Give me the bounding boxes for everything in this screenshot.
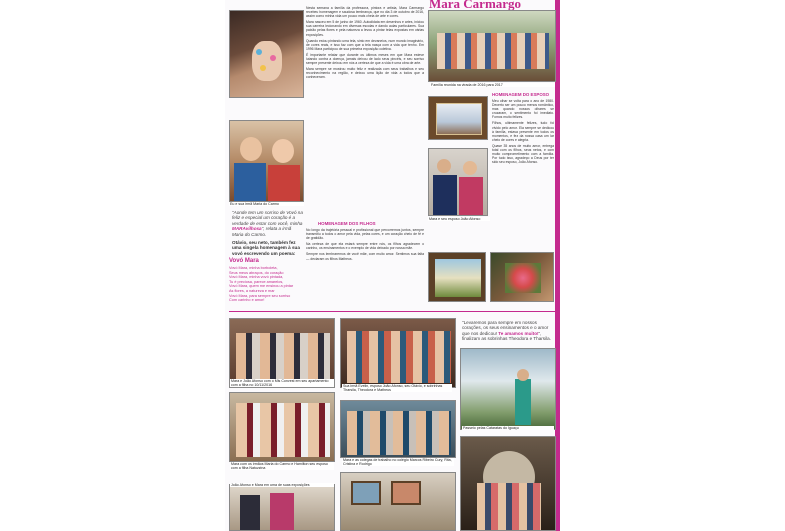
caption-colleagues: Mara e as colegas de trabalho no colégio Marcos Ribeiro Cury, Rita, Cristina e Rodrigo [342,458,454,466]
poem-line: Vovó Mara, para sempre seu sorriso [229,293,291,298]
sister-quote [232,210,304,237]
dinner-photo [229,392,335,462]
poem-line: Vovó Mara, quem me ensinou a pintar [229,284,294,289]
painted-back-photo [229,10,304,98]
family-reunion-photo [428,10,556,82]
nieces-quote-tail: ", finalizam as sobrinhas Theodora e Tharsila. [462,330,551,342]
sister-quote-highlight: MARAvilhosa [232,226,262,232]
colleagues-photo [340,400,456,458]
waterfall-photo [460,348,556,430]
poem-line: Vovó Mara, minha borboleta, [229,266,278,270]
banner-title: Mara Carmargo [429,0,522,11]
caption-dinner: Mara com os irmãos Maria do Carmo e Hamilton seu esposo com a filha Natuzzina [230,462,334,470]
article-paragraph: Na certeza de que ela estará sempre entre nós, os filhos agradecem o carinho, os ensinamentos e o exemplo de vida deixado por nossa mãe. [306,242,424,251]
nieces-quote-text: "Levaremos para sempre em nossos corações, os seus ensinamentos e o amor que nos dedicou! [462,320,549,336]
article-paragraph: Meu olhar se volta para o ano de 1980. Decerto ser um pouco menos romântico, mas quando nossos olhares se cruzaram, o sentimento foi imediato. Fomos muito felizes. [492,99,554,120]
caption-mara-sister: Eu e sua irmã Maria do Carmo [229,202,304,206]
poem-line: Com carinho e amor! [229,298,265,303]
article-paragraph: Sempre nos lembraremos de você mãe, com muito amor. Sentimos sua falta — declaram os filhos Matheus. [306,252,424,261]
sister-quote-text: "Aonde tem um sorriso de Vovó na feliz e especial um coração é a verdade de estar com você, minha [232,210,303,226]
party-photo [229,318,335,388]
caption-grandchildren: Sua irmã Evelin, esposo João Afonso, seu Otávio, e sobrinhas Tharsila, Theodora e Matheus [342,384,452,392]
heading-filhos: HOMENAGEM DOS FILHOS [318,221,376,226]
painting-photo [428,96,488,140]
section-divider [229,311,556,312]
poem-lines [229,266,304,303]
article-column-esposo [492,99,554,249]
caption-mara-husband: Mara e seu esposo João Afonso [428,217,490,221]
poem-line: As flores, a natureza e mar [229,288,275,293]
grandchildren-photo [340,318,456,388]
family-portrait-photo [460,436,556,531]
sister-quote-tail: ", relata a irmã Maria do Carmo. [232,226,292,237]
landscape-painting-photo [428,252,486,302]
mara-and-sister-photo [229,120,304,202]
heading-esposo: HOMENAGEM DO ESPOSO [492,92,550,97]
article-column-filhos [306,228,424,306]
flower-painting-photo [490,252,554,302]
exhibit-photo [229,484,335,531]
article-paragraph: Nesta semana a família da professora, pintora e artista, Mara Carmargo recebeu homenagem e saudosa lembrança, que no dia 3 de outubro de 2016, assim como minha vida um pouco mais cheia de arte e cores. [306,6,424,19]
article-column-1 [306,6,424,218]
article-paragraph: Quando estou pintando uma tela, sinto em devaneios, num mundo imaginário, de cores reais, e isso faz com que a tela nasça com a vida que tenho. Em 1996 Mara participou de sua primeira exposição coletiva. [306,38,424,51]
poem-line: Vovó Mara, minha vovó pintada, [229,275,284,280]
article-paragraph: Mara sempre se mostrou muito feliz e realizada com seus trabalhos e seu reconhecimento na região, e deixou uma lição de vida a todos que a conheceram. [306,67,424,80]
poem-intro: Otávio, seu neto, também fez uma singela homenagem à sua vovó escrevendo um poema: [232,240,300,256]
article-paragraph: Quase 35 anos de muito amor, entrega total com os filhos, seus netos, e com muito comprometimento com a família. Por tudo isso, agradeço a Deus por ter sido seu esposo, João Afonso. [492,143,554,165]
mara-husband-photo [428,148,488,216]
exhibition-hall-photo [340,472,456,531]
caption-exhibit: João Afonso e Mara em uma de suas exposições [230,483,334,487]
article-paragraph: É importante relatar que durante os últimos meses em que Mara esteve lutando contra a doença, jamais deixou de lado seus pincéis, e seu sorriso sempre presente deixou em nós a certeza de que a vida é uma obra de arte. [306,52,424,66]
caption-family-reunion: Família reunida na virada de 2016 para 2017 [430,83,555,87]
poem-line: Seus meus abraços, do coração [229,270,284,275]
article-paragraph: No longo da trajetória pessoal e profissional que percorremos juntos, sempre transmitiu a todos o amor pela vida, pelas cores, e um coração cheio de fé e de gratidão. [306,228,424,241]
nieces-quote-highlight: Te amamos muito! [498,330,539,336]
nieces-quote [462,320,556,342]
article-paragraph: Filhos, ultimamente felizes, tudo foi vivido pelo amor. Ela sempre se dedicou à família, estava presente em todos os momentos, e fez da nossa casa um lar cheio de cores e alegria. [492,121,554,142]
poem-line: Tu é preciosa, parece amarelos, [229,279,284,284]
poem-title: Vovó Mara [229,258,259,264]
article-paragraph: Mara nasceu em 5 de junho de 1960. Autodidata em desenhos e artes, iniciou sua carreira lecionando em diversas escolas e dando aulas particulares. Sua paixão pelas flores e pela natureza a levou a pintar telas expostas em várias exposições. [306,20,424,37]
caption-waterfall: Passeio pelas Cataratas do Iguaçu [462,426,554,430]
caption-party: Mara e João Afonso com o Mis Convest em seu apartamento com a filha no 10/11/2016 [230,379,334,387]
